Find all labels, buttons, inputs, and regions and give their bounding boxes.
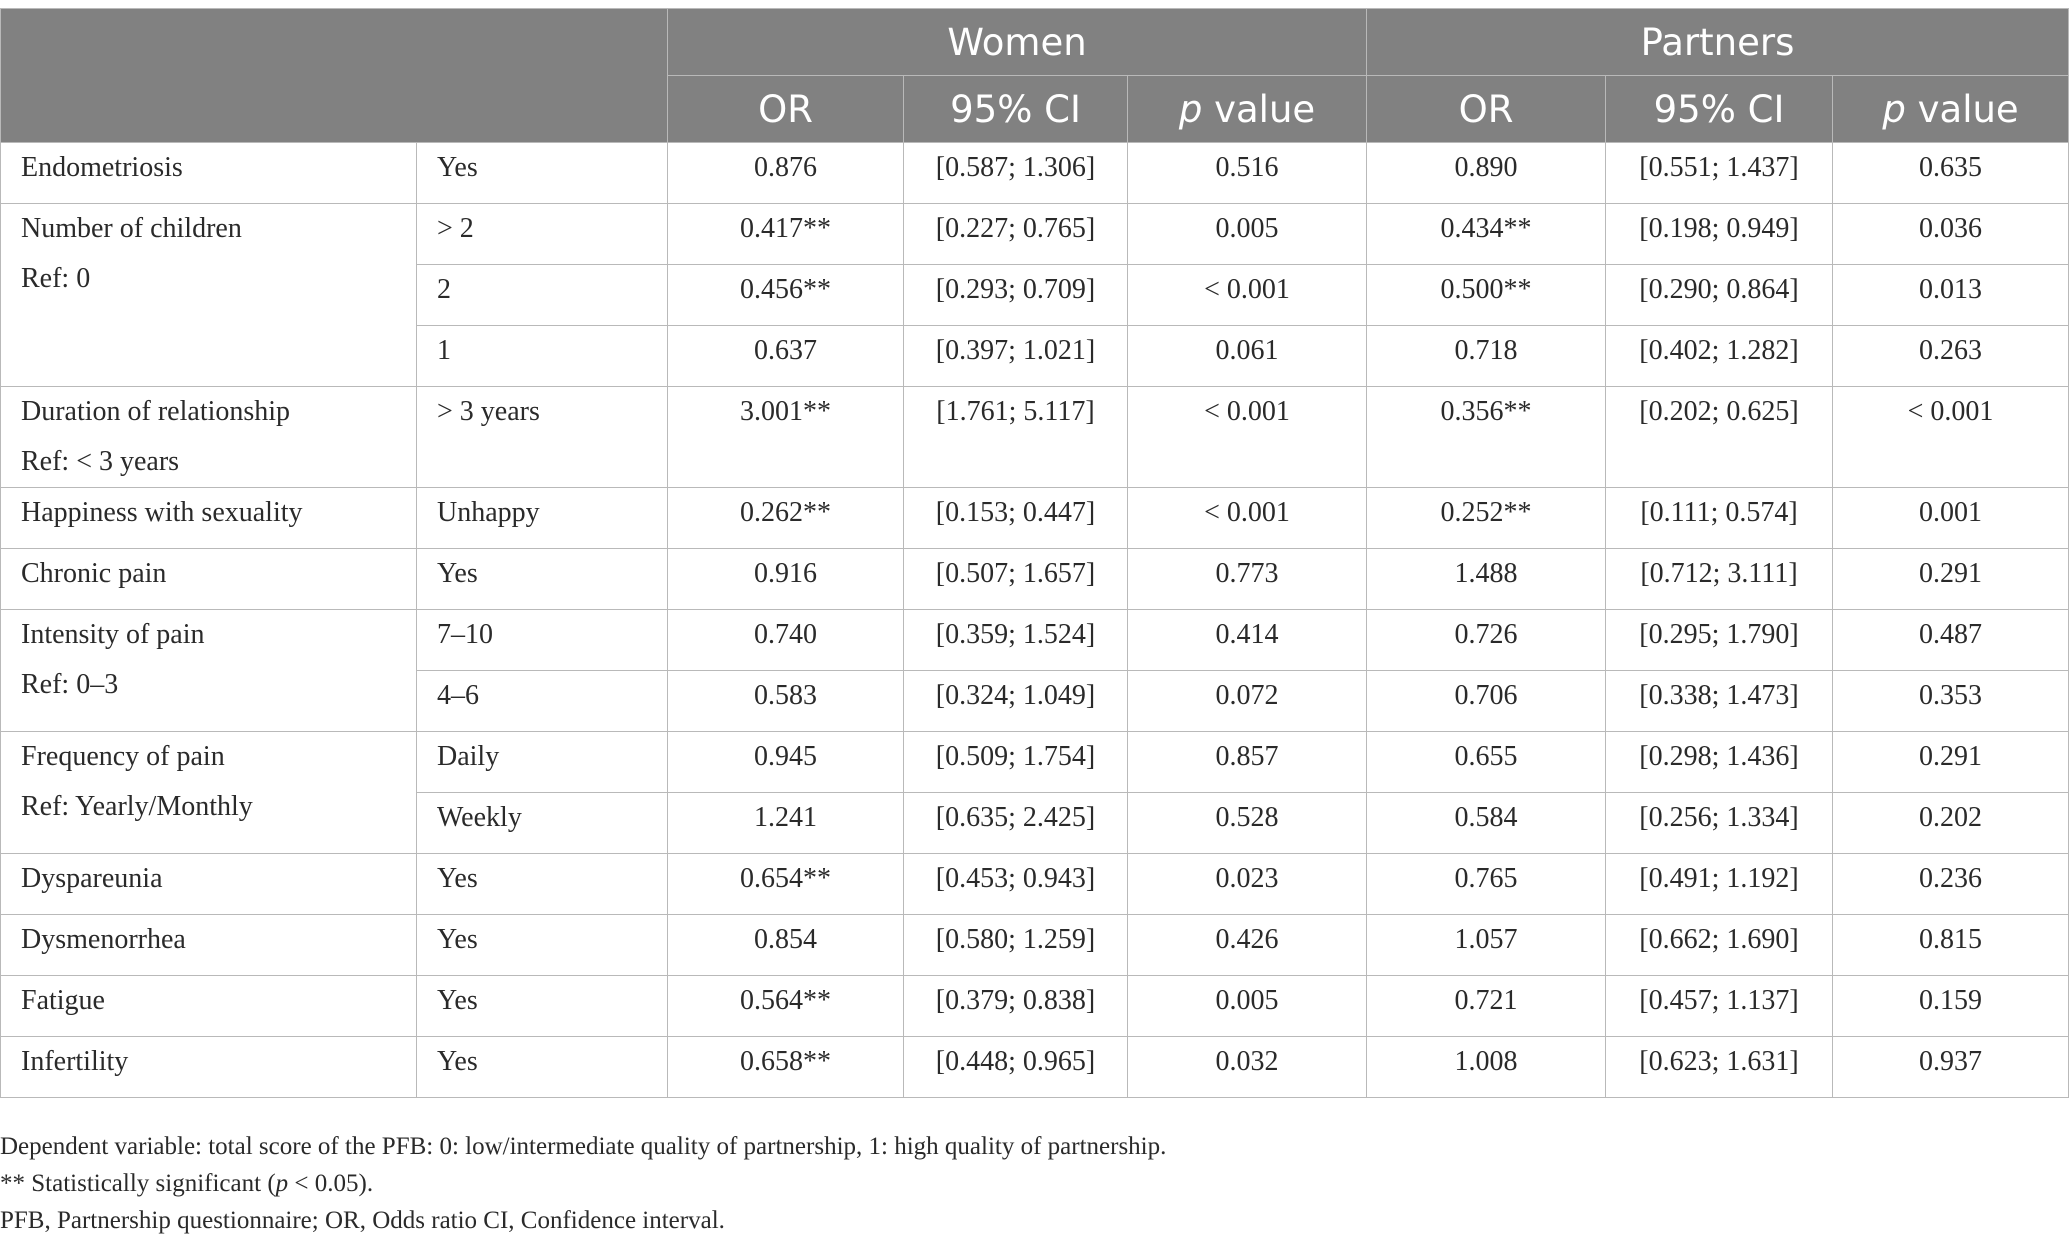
variable-label: Dysmenorrhea — [21, 924, 186, 955]
women-or-cell: 0.262** — [668, 488, 904, 549]
partners-ci-cell: [0.290; 0.864] — [1606, 265, 1833, 326]
note-abbreviations: PFB, Partnership questionnaire; OR, Odds ratio CI, Confidence interval. — [0, 1207, 725, 1234]
partners-or-cell: 0.718 — [1367, 326, 1606, 387]
women-p-cell: 0.516 — [1128, 143, 1367, 204]
variable-cell — [1, 854, 417, 915]
variable-label: Frequency of pain — [21, 741, 225, 772]
note-significance — [0, 1165, 2070, 1202]
women-p-cell: 0.072 — [1128, 671, 1367, 732]
partners-ci-cell: [0.551; 1.437] — [1606, 143, 1833, 204]
partners-ci-cell: [0.402; 1.282] — [1606, 326, 1833, 387]
women-p-cell: 0.005 — [1128, 204, 1367, 265]
partners-p-cell: 0.202 — [1833, 793, 2069, 854]
women-or-cell: 0.654** — [668, 854, 904, 915]
partners-ci-cell: [0.295; 1.790] — [1606, 610, 1833, 671]
note-sig-p: p — [275, 1170, 289, 1197]
header-women-p — [1128, 76, 1367, 143]
level-cell: Daily — [417, 732, 668, 793]
partners-ci-cell: [0.198; 0.949] — [1606, 204, 1833, 265]
table-row — [1, 915, 2069, 976]
women-or-cell: 0.564** — [668, 976, 904, 1037]
partners-p-cell: 0.635 — [1833, 143, 2069, 204]
table-row — [1, 204, 2069, 265]
partners-or-cell: 0.890 — [1367, 143, 1606, 204]
partners-or-cell: 0.434** — [1367, 204, 1606, 265]
partners-p-cell: 0.263 — [1833, 326, 2069, 387]
partners-or-cell: 0.765 — [1367, 854, 1606, 915]
women-ci-cell: [0.379; 0.838] — [904, 976, 1128, 1037]
header-partners-or: OR — [1367, 76, 1606, 143]
women-p-cell: < 0.001 — [1128, 387, 1367, 488]
level-cell: 7–10 — [417, 610, 668, 671]
women-p-cell: 0.426 — [1128, 915, 1367, 976]
women-ci-cell: [0.359; 1.524] — [904, 610, 1128, 671]
partners-p-cell: 0.353 — [1833, 671, 2069, 732]
partners-p-cell: 0.013 — [1833, 265, 2069, 326]
partners-p-cell: < 0.001 — [1833, 387, 2069, 488]
header-women-ci: 95% CI — [904, 76, 1128, 143]
header-blank-cell — [1, 9, 668, 143]
partners-or-cell: 1.057 — [1367, 915, 1606, 976]
partners-p-cell: 0.159 — [1833, 976, 2069, 1037]
level-cell: 2 — [417, 265, 668, 326]
partners-p-cell: 0.001 — [1833, 488, 2069, 549]
header-women-or: OR — [668, 76, 904, 143]
women-ci-cell: [0.448; 0.965] — [904, 1037, 1128, 1098]
partners-p-cell: 0.487 — [1833, 610, 2069, 671]
table-row — [1, 732, 2069, 793]
header-partners-p — [1833, 76, 2069, 143]
women-p-cell: 0.032 — [1128, 1037, 1367, 1098]
partners-ci-cell: [0.662; 1.690] — [1606, 915, 1833, 976]
women-or-cell: 0.740 — [668, 610, 904, 671]
level-cell: Yes — [417, 915, 668, 976]
partners-or-cell: 1.488 — [1367, 549, 1606, 610]
reference-label: Ref: 0–3 — [21, 669, 119, 700]
partners-p-cell: 0.291 — [1833, 549, 2069, 610]
partners-p-cell: 0.815 — [1833, 915, 2069, 976]
women-ci-cell: [0.509; 1.754] — [904, 732, 1128, 793]
women-p-cell: < 0.001 — [1128, 265, 1367, 326]
variable-label: Infertility — [21, 1046, 129, 1077]
partners-or-cell: 0.252** — [1367, 488, 1606, 549]
women-p-cell: 0.414 — [1128, 610, 1367, 671]
partners-p-cell: 0.036 — [1833, 204, 2069, 265]
variable-cell — [1, 732, 417, 854]
table-row — [1, 488, 2069, 549]
women-or-cell: 3.001** — [668, 387, 904, 488]
women-or-cell: 0.456** — [668, 265, 904, 326]
variable-cell — [1, 143, 417, 204]
note-sig-text: ** Statistically significant ( — [0, 1170, 276, 1197]
variable-label: Endometriosis — [21, 152, 183, 183]
variable-label: Chronic pain — [21, 558, 167, 589]
partners-or-cell: 1.008 — [1367, 1037, 1606, 1098]
women-or-cell: 0.945 — [668, 732, 904, 793]
variable-cell — [1, 488, 417, 549]
table-row — [1, 549, 2069, 610]
p-italic: p — [1178, 87, 1203, 131]
women-ci-cell: [0.507; 1.657] — [904, 549, 1128, 610]
variable-label: Fatigue — [21, 985, 105, 1016]
partners-ci-cell: [0.623; 1.631] — [1606, 1037, 1833, 1098]
p-italic: p — [1882, 87, 1906, 131]
level-cell: 1 — [417, 326, 668, 387]
women-or-cell: 0.658** — [668, 1037, 904, 1098]
table-body — [1, 143, 2069, 1098]
women-ci-cell: [0.227; 0.765] — [904, 204, 1128, 265]
partners-ci-cell: [0.457; 1.137] — [1606, 976, 1833, 1037]
variable-cell — [1, 387, 417, 488]
partners-ci-cell: [0.491; 1.192] — [1606, 854, 1833, 915]
partners-ci-cell: [0.338; 1.473] — [1606, 671, 1833, 732]
partners-or-cell: 0.721 — [1367, 976, 1606, 1037]
partners-or-cell: 0.356** — [1367, 387, 1606, 488]
level-cell: Yes — [417, 143, 668, 204]
partners-or-cell: 0.706 — [1367, 671, 1606, 732]
p-rest: value — [1202, 87, 1316, 131]
women-ci-cell: [0.580; 1.259] — [904, 915, 1128, 976]
table-row — [1, 1037, 2069, 1098]
level-cell: Yes — [417, 1037, 668, 1098]
women-ci-cell: [0.153; 0.447] — [904, 488, 1128, 549]
partners-or-cell: 0.500** — [1367, 265, 1606, 326]
reference-label: Ref: < 3 years — [21, 446, 180, 477]
table-row — [1, 976, 2069, 1037]
level-cell: > 2 — [417, 204, 668, 265]
women-p-cell: 0.773 — [1128, 549, 1367, 610]
women-ci-cell: [0.324; 1.049] — [904, 671, 1128, 732]
table-row — [1, 387, 2069, 488]
header-partners: Partners — [1367, 9, 2069, 76]
variable-cell — [1, 915, 417, 976]
level-cell: 4–6 — [417, 671, 668, 732]
partners-or-cell: 0.655 — [1367, 732, 1606, 793]
variable-label: Intensity of pain — [21, 619, 205, 650]
women-p-cell: 0.528 — [1128, 793, 1367, 854]
partners-p-cell: 0.291 — [1833, 732, 2069, 793]
women-ci-cell: [0.635; 2.425] — [904, 793, 1128, 854]
partners-or-cell: 0.726 — [1367, 610, 1606, 671]
table-row — [1, 143, 2069, 204]
variable-cell — [1, 549, 417, 610]
women-or-cell: 0.854 — [668, 915, 904, 976]
women-p-cell: 0.005 — [1128, 976, 1367, 1037]
variable-label: Dyspareunia — [21, 863, 163, 894]
partners-ci-cell: [0.202; 0.625] — [1606, 387, 1833, 488]
women-ci-cell: [0.587; 1.306] — [904, 143, 1128, 204]
partners-ci-cell: [0.111; 0.574] — [1606, 488, 1833, 549]
header-row-groups — [1, 9, 2069, 76]
variable-cell — [1, 610, 417, 732]
level-cell: Yes — [417, 854, 668, 915]
partners-p-cell: 0.236 — [1833, 854, 2069, 915]
table-row — [1, 854, 2069, 915]
header-partners-ci: 95% CI — [1606, 76, 1833, 143]
note-dependent-variable: Dependent variable: total score of the PFB: 0: low/intermediate quality of partnership, 1: high quality of partnership. — [0, 1133, 1167, 1160]
women-ci-cell: [0.293; 0.709] — [904, 265, 1128, 326]
partners-ci-cell: [0.712; 3.111] — [1606, 549, 1833, 610]
variable-label: Duration of relationship — [21, 396, 291, 427]
results-table-container — [0, 8, 2070, 1098]
women-or-cell: 0.583 — [668, 671, 904, 732]
women-or-cell: 0.637 — [668, 326, 904, 387]
women-or-cell: 0.916 — [668, 549, 904, 610]
women-p-cell: 0.061 — [1128, 326, 1367, 387]
women-ci-cell: [0.397; 1.021] — [904, 326, 1128, 387]
variable-label: Happiness with sexuality — [21, 497, 303, 528]
partners-or-cell: 0.584 — [1367, 793, 1606, 854]
level-cell: Weekly — [417, 793, 668, 854]
women-or-cell: 0.417** — [668, 204, 904, 265]
level-cell: Yes — [417, 976, 668, 1037]
table-notes — [0, 1128, 2070, 1239]
level-cell: > 3 years — [417, 387, 668, 488]
reference-label: Ref: 0 — [21, 263, 91, 294]
table-header — [1, 9, 2069, 143]
p-rest: value — [1905, 87, 2019, 131]
women-ci-cell: [1.761; 5.117] — [904, 387, 1128, 488]
level-cell: Unhappy — [417, 488, 668, 549]
women-or-cell: 0.876 — [668, 143, 904, 204]
women-p-cell: < 0.001 — [1128, 488, 1367, 549]
partners-ci-cell: [0.256; 1.334] — [1606, 793, 1833, 854]
level-cell: Yes — [417, 549, 668, 610]
header-women: Women — [668, 9, 1367, 76]
women-p-cell: 0.023 — [1128, 854, 1367, 915]
variable-cell — [1, 204, 417, 387]
women-or-cell: 1.241 — [668, 793, 904, 854]
results-table — [0, 8, 2069, 1098]
women-ci-cell: [0.453; 0.943] — [904, 854, 1128, 915]
variable-label: Number of children — [21, 213, 242, 244]
table-row — [1, 610, 2069, 671]
variable-cell — [1, 976, 417, 1037]
women-p-cell: 0.857 — [1128, 732, 1367, 793]
note-sig-threshold: < 0.05). — [288, 1170, 374, 1197]
partners-ci-cell: [0.298; 1.436] — [1606, 732, 1833, 793]
reference-label: Ref: Yearly/Monthly — [21, 791, 253, 822]
variable-cell — [1, 1037, 417, 1098]
partners-p-cell: 0.937 — [1833, 1037, 2069, 1098]
